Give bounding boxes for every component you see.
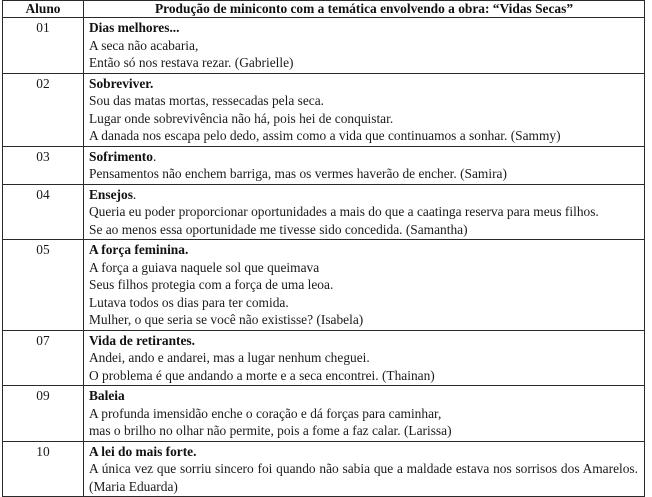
table-row xyxy=(3,330,645,386)
miniconto-line: Se ao menos essa oportunidade me tivesse sido concedida. (Samantha) xyxy=(89,221,468,237)
aluno-number: 07 xyxy=(3,330,84,386)
table-row xyxy=(3,184,645,240)
miniconto-cell xyxy=(84,240,645,331)
miniconto-line: Lutava todos os dias para ter comida. xyxy=(89,294,289,310)
miniconto-line: Seus filhos protegia com a força de uma leoa. xyxy=(89,277,334,292)
miniconto-title: Dias melhores... xyxy=(89,20,180,35)
miniconto-cell xyxy=(84,18,645,74)
miniconto-line: A força a guiava naquele sol que queimava xyxy=(89,259,320,275)
miniconto-line: Sou das matas mortas, ressecadas pela seca. xyxy=(89,93,324,108)
table-row xyxy=(3,386,645,442)
miniconto-line: Então só nos restava rezar. (Gabrielle) xyxy=(89,55,294,70)
aluno-number: 05 xyxy=(3,240,84,331)
miniconto-line: Lugar onde sobrevivência não há, pois hei de conquistar. xyxy=(89,110,394,126)
miniconto-cell xyxy=(84,441,645,497)
table-row xyxy=(3,146,645,184)
aluno-number: 04 xyxy=(3,184,84,240)
miniconto-line: mas o brilho no olhar não permite, pois a fome a faz calar. (Larissa) xyxy=(89,423,452,438)
miniconto-title: Vida de retirantes. xyxy=(89,332,195,348)
miniconto-title: A força feminina. xyxy=(89,242,189,257)
aluno-number: 01 xyxy=(3,18,84,74)
miniconto-title: Baleia xyxy=(89,388,125,403)
miniconto-paragraph: A única vez que sorriu sincero foi quando não sabia que a maldade estava nos sorrisos dos Amarelos. (Maria Eduarda) xyxy=(89,461,638,494)
miniconto-cell xyxy=(84,330,645,386)
miniconto-line: A danada nos escapa pelo dedo, assim como a vida que continuamos a sonhar. (Sammy) xyxy=(89,128,561,143)
miniconto-cell xyxy=(84,386,645,442)
miniconto-line: O problema é que andando a morte e a seca encontrei. (Thainan) xyxy=(89,367,435,383)
table-row xyxy=(3,73,645,146)
miniconto-title: Sobreviver. xyxy=(89,75,154,91)
aluno-number: 09 xyxy=(3,386,84,442)
miniconto-line: Andei, ando e andarei, mas a lugar nenhum cheguei. xyxy=(89,350,370,365)
aluno-number: 02 xyxy=(3,73,84,146)
table-row xyxy=(3,18,645,74)
miniconto-title: Ensejos. xyxy=(89,186,137,202)
miniconto-line: Mulher, o que seria se você não existisse? (Isabela) xyxy=(89,312,364,327)
miniconto-cell xyxy=(84,73,645,146)
miniconto-line: Queria eu poder proporcionar oportunidades a mais do que a caatinga reserva para meus filhos. xyxy=(89,204,599,219)
miniconto-cell xyxy=(84,146,645,184)
miniconto-cell xyxy=(84,184,645,240)
miniconto-title: Sofrimento. xyxy=(89,148,157,164)
table-row xyxy=(3,441,645,497)
header-row xyxy=(3,1,645,18)
miniconto-title: A lei do mais forte. xyxy=(89,443,197,459)
header-producao: Produção de miniconto com a temática envolvendo a obra: “Vidas Secas” xyxy=(84,1,645,18)
aluno-number: 10 xyxy=(3,441,84,497)
minicontos-table xyxy=(2,0,645,497)
header-aluno: Aluno xyxy=(3,1,84,18)
table-row xyxy=(3,240,645,331)
aluno-number: 03 xyxy=(3,146,84,184)
miniconto-line: A seca não acabaria, xyxy=(89,37,199,53)
miniconto-line: A profunda imensidão enche o coração e dá forças para caminhar, xyxy=(89,405,442,421)
miniconto-line: Pensamentos não enchem barriga, mas os vermes haverão de encher. (Samira) xyxy=(89,166,507,181)
